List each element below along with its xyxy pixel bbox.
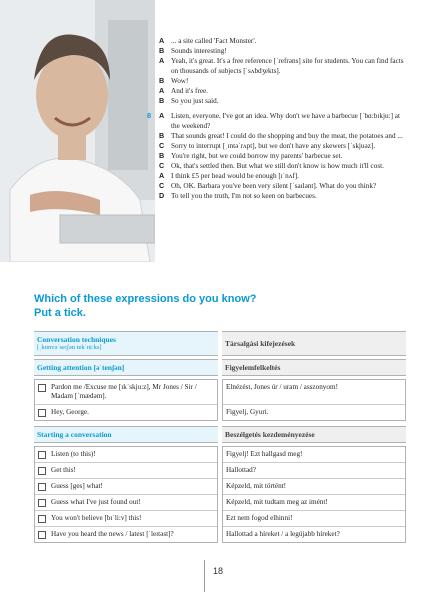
dialogue-line xyxy=(147,86,409,96)
translation-text: Ezt nem fogod elhinni! xyxy=(226,514,293,522)
tick-checkbox[interactable] xyxy=(38,483,46,491)
column-title-bar xyxy=(34,331,218,356)
translation-row xyxy=(223,405,405,420)
expression-text: Have you heard the news / latest [ˈleɪtəst]? xyxy=(51,530,174,538)
tick-checkbox[interactable] xyxy=(38,384,46,392)
expression-list xyxy=(34,446,218,543)
section-heading: Starting a conversation xyxy=(37,430,112,439)
dialogue-text: Oh, OK. Barbara you've been very silent [ˈsaɪlənt]. What do you think? xyxy=(171,182,377,190)
section-heading-bar xyxy=(34,426,218,443)
exercise-number xyxy=(147,171,159,181)
dialogue-line xyxy=(147,181,409,191)
translation-text: Képzeld, mit tudtam meg az imént! xyxy=(226,498,328,506)
exercise-number xyxy=(147,141,159,151)
dialogue-line xyxy=(147,171,409,181)
expression-text: Guess [ges] what! xyxy=(51,482,103,490)
speaker-label: A xyxy=(159,86,165,95)
dialogue-line xyxy=(147,96,409,106)
page-number-divider xyxy=(204,560,205,592)
column-title: Conversation techniques xyxy=(37,335,116,344)
translation-row xyxy=(223,380,405,405)
expression-text: Pardon me /Excuse me [ɪkˈskju:z], Mr Jones / Sir / Madam [ˈmædəm]. xyxy=(51,383,197,400)
exercise-number xyxy=(147,86,159,96)
column-title-phonetic: [ˌkɒnvəˈseɪʃən tekˈni:ks] xyxy=(37,344,102,351)
section-heading-bar xyxy=(222,359,406,376)
speaker-label: D xyxy=(159,191,165,200)
english-expressions-column xyxy=(34,331,218,548)
translation-row xyxy=(223,463,405,479)
exercise-number xyxy=(147,151,159,161)
expression-row xyxy=(35,527,217,542)
expression-row xyxy=(35,463,217,479)
instruction-line: Put a tick. xyxy=(34,307,86,319)
speaker-label: A xyxy=(159,111,165,120)
speaker-label: A xyxy=(159,56,165,65)
dialogue-line xyxy=(147,76,409,86)
dialogue-line xyxy=(147,141,409,151)
exercise-number xyxy=(147,76,159,86)
dialogue-line xyxy=(147,131,409,141)
expression-row xyxy=(35,479,217,495)
dialogue-line xyxy=(147,191,409,201)
translation-text: Hallottad a híreket / a legújabb híreket? xyxy=(226,530,340,538)
column-title-bar xyxy=(222,331,406,356)
page-number: 18 xyxy=(213,566,224,576)
tick-checkbox[interactable] xyxy=(38,531,46,539)
exercise-number xyxy=(147,46,159,56)
boy-at-computer-photo xyxy=(0,0,155,262)
dialogue-line xyxy=(147,36,409,46)
dialogue-line xyxy=(147,161,409,171)
expression-text: Guess what I've just found out! xyxy=(51,498,141,506)
expression-text: Listen (to this)! xyxy=(51,450,96,458)
dialogue-text: Wow! xyxy=(171,77,189,85)
speaker-label: B xyxy=(159,131,165,140)
section-heading: Getting attention [əˈtenʃən] xyxy=(37,363,125,372)
expression-row xyxy=(35,405,217,420)
hungarian-expressions-column xyxy=(222,331,406,548)
translation-text: Hallottad? xyxy=(226,466,256,474)
tick-checkbox[interactable] xyxy=(38,451,46,459)
dialogue-text: That sounds great! I could do the shopping and buy the meat, the potatoes and ... xyxy=(171,132,403,140)
section-heading-bar xyxy=(34,359,218,376)
translation-text: Figyelj! Ezt hallgasd meg! xyxy=(226,450,303,458)
section-heading: Beszélgetés kezdeményezése xyxy=(225,430,315,439)
expression-text: You won't believe [bɪˈli:v] this! xyxy=(51,514,142,522)
speaker-label: C xyxy=(159,161,165,170)
expression-row xyxy=(35,511,217,527)
section-heading-bar xyxy=(222,426,406,443)
translation-text: Képzeld, mit történt! xyxy=(226,482,287,490)
translation-row xyxy=(223,527,405,542)
translation-row xyxy=(223,479,405,495)
translation-text: Elnézést, Jones úr / uram / asszonyom! xyxy=(226,383,338,391)
dialogue-text: Yeah, it's great. It's a free reference [ˈrefrəns] site for students. You can find facts on thousands of subjects [ˈsʌbdʒekts]. xyxy=(171,57,404,75)
dialogue-text: So you just said. xyxy=(171,97,219,105)
exercise-number xyxy=(147,96,159,106)
dialogue-text: You're right, but we could borrow my parents' barbecue set. xyxy=(171,152,343,160)
dialogue-text: To tell you the truth, I'm not so keen on barbecues. xyxy=(171,192,317,200)
exercise-number: 8 xyxy=(147,111,151,120)
exercise-number xyxy=(147,161,159,171)
exercise-number xyxy=(147,191,159,201)
expression-text: Get this! xyxy=(51,466,76,474)
column-title: Társalgási kifejezések xyxy=(225,339,296,348)
expression-list xyxy=(34,379,218,421)
expression-row xyxy=(35,495,217,511)
tick-checkbox[interactable] xyxy=(38,515,46,523)
speaker-label: B xyxy=(159,46,165,55)
dialogue-text: Sounds interesting! xyxy=(171,47,227,55)
tick-checkbox[interactable] xyxy=(38,409,46,417)
dialogue-block xyxy=(147,36,409,201)
exercise-number xyxy=(147,131,159,141)
section-heading: Figyelemfelkeltés xyxy=(225,363,281,372)
dialogue-text: ... a site called 'Fact Monster'. xyxy=(171,37,257,45)
translation-list xyxy=(222,379,406,421)
dialogue-line xyxy=(147,111,409,131)
speaker-label: C xyxy=(159,181,165,190)
expression-row xyxy=(35,380,217,405)
speaker-label: B xyxy=(159,96,165,105)
exercise-number xyxy=(147,36,159,46)
question-line: Which of these expressions do you know? xyxy=(34,293,257,305)
translation-list xyxy=(222,446,406,543)
dialogue-line xyxy=(147,56,409,76)
tick-checkbox[interactable] xyxy=(38,499,46,507)
exercise-number xyxy=(147,56,159,76)
dialogue-line xyxy=(147,46,409,56)
translation-row xyxy=(223,447,405,463)
dialogue-text: And it's free. xyxy=(171,87,209,95)
translation-row xyxy=(223,495,405,511)
dialogue-text: I think £5 per head would be enough [ɪˈnʌf]. xyxy=(171,172,299,180)
dialogue-line xyxy=(147,151,409,161)
dialogue-text: Sorry to interrupt [ˌɪntəˈrʌpt], but we don't have any skewers [ˈskjuəz]. xyxy=(171,142,376,150)
expression-row xyxy=(35,447,217,463)
dialogue-text: Ok, that's settled then. But what we still don't know is how much it'll cost. xyxy=(171,162,384,170)
question-heading xyxy=(34,292,256,320)
speaker-label: B xyxy=(159,151,165,160)
exercise-number xyxy=(147,181,159,191)
speaker-label: A xyxy=(159,171,165,180)
speaker-label: B xyxy=(159,76,165,85)
expression-text: Hey, George. xyxy=(51,408,89,416)
translation-text: Figyelj, Gyuri. xyxy=(226,408,269,416)
speaker-label: A xyxy=(159,36,165,45)
speaker-label: C xyxy=(159,141,165,150)
dialogue-text: Listen, everyone. I've got an idea. Why don't we have a barbecue [ˈbɑ:bɪkju:] at the weekend? xyxy=(171,112,400,130)
translation-row xyxy=(223,511,405,527)
tick-checkbox[interactable] xyxy=(38,467,46,475)
